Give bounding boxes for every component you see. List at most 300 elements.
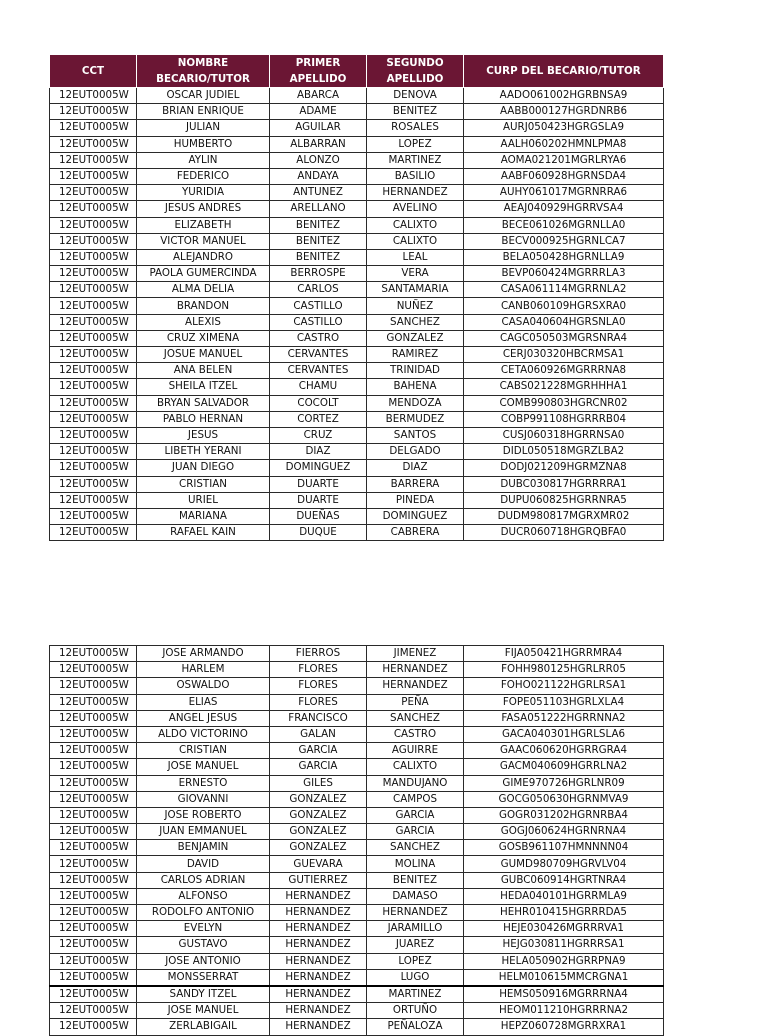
cell-curp: GUBC060914HGRTNRA4 [464, 872, 664, 888]
cell-primer-apellido: GALAN [270, 726, 367, 742]
table-row [50, 363, 664, 379]
cell-nombre: ZERLABIGAIL [137, 1019, 270, 1035]
cell-cct: 12EUT0005W [50, 476, 137, 492]
cell-primer-apellido: CASTILLO [270, 298, 367, 314]
cell-nombre: CRUZ XIMENA [137, 330, 270, 346]
cell-cct: 12EUT0005W [50, 791, 137, 807]
table-row [50, 233, 664, 249]
cell-curp: AALH060202HMNLPMA8 [464, 136, 664, 152]
table-row [50, 953, 664, 969]
table-row [50, 136, 664, 152]
cell-curp: AABF060928HGRNSDA4 [464, 168, 664, 184]
cell-cct: 12EUT0005W [50, 185, 137, 201]
cell-curp: CERJ030320HBCRMSA1 [464, 347, 664, 363]
table-row [50, 856, 664, 872]
table-row [50, 888, 664, 904]
table-row [50, 104, 664, 120]
cell-segundo-apellido: SANCHEZ [367, 314, 464, 330]
cell-primer-apellido: GONZALEZ [270, 807, 367, 823]
cell-nombre: MONSSERRAT [137, 969, 270, 986]
cell-primer-apellido: BENITEZ [270, 249, 367, 265]
cell-nombre: CARLOS ADRIAN [137, 872, 270, 888]
cell-primer-apellido: CERVANTES [270, 363, 367, 379]
cell-primer-apellido: CRUZ [270, 427, 367, 443]
cell-curp: GACM040609HGRRLNA2 [464, 759, 664, 775]
cell-cct: 12EUT0005W [50, 460, 137, 476]
cell-segundo-apellido: LUGO [367, 969, 464, 986]
cell-primer-apellido: ALONZO [270, 152, 367, 168]
cell-curp: AABB000127HGRDNRB6 [464, 104, 664, 120]
cell-curp: GOSB961107HMNNNN04 [464, 840, 664, 856]
cell-cct: 12EUT0005W [50, 427, 137, 443]
cell-cct: 12EUT0005W [50, 314, 137, 330]
table-row [50, 266, 664, 282]
cell-curp: HEJG030811HGRRRSA1 [464, 937, 664, 953]
cell-curp: AURJ050423HGRGSLA9 [464, 120, 664, 136]
cell-nombre: ERNESTO [137, 775, 270, 791]
cell-cct: 12EUT0005W [50, 856, 137, 872]
cell-primer-apellido: HERNANDEZ [270, 921, 367, 937]
cell-curp: AADO061002HGRBNSA9 [464, 88, 664, 104]
cell-segundo-apellido: CASTRO [367, 726, 464, 742]
cell-nombre: JOSE MANUEL [137, 1003, 270, 1019]
cell-segundo-apellido: BENITEZ [367, 872, 464, 888]
cell-nombre: AYLIN [137, 152, 270, 168]
cell-curp: COMB990803HGRCNR02 [464, 395, 664, 411]
cell-cct: 12EUT0005W [50, 726, 137, 742]
cell-nombre: VICTOR MANUEL [137, 233, 270, 249]
cell-nombre: ANGEL JESUS [137, 710, 270, 726]
cell-cct: 12EUT0005W [50, 953, 137, 969]
table-row [50, 249, 664, 265]
cell-nombre: DAVID [137, 856, 270, 872]
table-row [50, 379, 664, 395]
table-row [50, 201, 664, 217]
table-row [50, 217, 664, 233]
cell-segundo-apellido: DAMASO [367, 888, 464, 904]
cell-segundo-apellido: GONZALEZ [367, 330, 464, 346]
cell-segundo-apellido: CALIXTO [367, 217, 464, 233]
cell-primer-apellido: AGUILAR [270, 120, 367, 136]
cell-curp: FOPE051103HGRLXLA4 [464, 694, 664, 710]
table-row [50, 444, 664, 460]
table-row [50, 427, 664, 443]
cell-curp: DUBC030817HGRRRRA1 [464, 476, 664, 492]
header-row [50, 55, 664, 88]
cell-nombre: PAOLA GUMERCINDA [137, 266, 270, 282]
table-row [50, 824, 664, 840]
cell-primer-apellido: HERNANDEZ [270, 937, 367, 953]
cell-nombre: JUAN DIEGO [137, 460, 270, 476]
cell-cct: 12EUT0005W [50, 646, 137, 662]
cell-segundo-apellido: AGUIRRE [367, 743, 464, 759]
cell-curp: GIME970726HGRLNR09 [464, 775, 664, 791]
cell-segundo-apellido: MANDUJANO [367, 775, 464, 791]
cell-segundo-apellido: NUÑEZ [367, 298, 464, 314]
cell-nombre: GUSTAVO [137, 937, 270, 953]
cell-primer-apellido: HERNANDEZ [270, 888, 367, 904]
table-row [50, 460, 664, 476]
cell-primer-apellido: CASTILLO [270, 314, 367, 330]
cell-primer-apellido: GONZALEZ [270, 824, 367, 840]
table-row [50, 986, 664, 1003]
cell-nombre: JUAN EMMANUEL [137, 824, 270, 840]
cell-segundo-apellido: DOMINGUEZ [367, 508, 464, 524]
cell-cct: 12EUT0005W [50, 986, 137, 1003]
cell-curp: CAGC050503MGRSNRA4 [464, 330, 664, 346]
cell-segundo-apellido: MOLINA [367, 856, 464, 872]
cell-primer-apellido: GONZALEZ [270, 791, 367, 807]
cell-cct: 12EUT0005W [50, 88, 137, 104]
table-row [50, 168, 664, 184]
cell-nombre: MARIANA [137, 508, 270, 524]
cell-nombre: FEDERICO [137, 168, 270, 184]
cell-segundo-apellido: CALIXTO [367, 233, 464, 249]
cell-segundo-apellido: JARAMILLO [367, 921, 464, 937]
cell-cct: 12EUT0005W [50, 347, 137, 363]
table-row [50, 969, 664, 986]
cell-cct: 12EUT0005W [50, 508, 137, 524]
cell-nombre: ALDO VICTORINO [137, 726, 270, 742]
cell-cct: 12EUT0005W [50, 807, 137, 823]
cell-nombre: YURIDIA [137, 185, 270, 201]
cell-primer-apellido: DIAZ [270, 444, 367, 460]
cell-primer-apellido: HERNANDEZ [270, 1003, 367, 1019]
cell-primer-apellido: ANTUNEZ [270, 185, 367, 201]
cell-cct: 12EUT0005W [50, 444, 137, 460]
cell-segundo-apellido: TRINIDAD [367, 363, 464, 379]
table-row [50, 662, 664, 678]
cell-segundo-apellido: PEÑA [367, 694, 464, 710]
table-row [50, 88, 664, 104]
cell-primer-apellido: BENITEZ [270, 233, 367, 249]
cell-segundo-apellido: BERMUDEZ [367, 411, 464, 427]
cell-primer-apellido: CARLOS [270, 282, 367, 298]
cell-nombre: EVELYN [137, 921, 270, 937]
cell-curp: BECE061026MGRNLLA0 [464, 217, 664, 233]
cell-nombre: ALEXIS [137, 314, 270, 330]
cell-nombre: BENJAMIN [137, 840, 270, 856]
cell-segundo-apellido: RAMIREZ [367, 347, 464, 363]
cell-cct: 12EUT0005W [50, 888, 137, 904]
cell-primer-apellido: CORTEZ [270, 411, 367, 427]
cell-curp: CANB060109HGRSXRA0 [464, 298, 664, 314]
cell-curp: HEJE030426MGRRRVA1 [464, 921, 664, 937]
cell-segundo-apellido: CAMPOS [367, 791, 464, 807]
cell-segundo-apellido: JUAREZ [367, 937, 464, 953]
cell-curp: FIJA050421HGRRMRA4 [464, 646, 664, 662]
cell-cct: 12EUT0005W [50, 282, 137, 298]
cell-nombre: SANDY ITZEL [137, 986, 270, 1003]
cell-nombre: BRIAN ENRIQUE [137, 104, 270, 120]
cell-cct: 12EUT0005W [50, 759, 137, 775]
cell-cct: 12EUT0005W [50, 330, 137, 346]
cell-nombre: ELIZABETH [137, 217, 270, 233]
cell-curp: DUPU060825HGRRNRA5 [464, 492, 664, 508]
cell-segundo-apellido: HERNANDEZ [367, 662, 464, 678]
table-row [50, 330, 664, 346]
cell-curp: BEVP060424MGRRRLA3 [464, 266, 664, 282]
cell-segundo-apellido: ORTUÑO [367, 1003, 464, 1019]
table-row [50, 1003, 664, 1019]
cell-cct: 12EUT0005W [50, 921, 137, 937]
cell-curp: HEDA040101HGRRMLA9 [464, 888, 664, 904]
cell-nombre: JOSUE MANUEL [137, 347, 270, 363]
cell-curp: HELA050902HGRRPNA9 [464, 953, 664, 969]
cell-curp: AEAJ040929HGRRVSA4 [464, 201, 664, 217]
cell-primer-apellido: CASTRO [270, 330, 367, 346]
cell-curp: GACA040301HGRLSLA6 [464, 726, 664, 742]
cell-primer-apellido: FLORES [270, 678, 367, 694]
cell-segundo-apellido: BARRERA [367, 476, 464, 492]
cell-primer-apellido: GONZALEZ [270, 840, 367, 856]
cell-cct: 12EUT0005W [50, 937, 137, 953]
table-row [50, 775, 664, 791]
cell-cct: 12EUT0005W [50, 678, 137, 694]
cell-cct: 12EUT0005W [50, 905, 137, 921]
cell-cct: 12EUT0005W [50, 201, 137, 217]
cell-cct: 12EUT0005W [50, 298, 137, 314]
cell-segundo-apellido: SANCHEZ [367, 710, 464, 726]
cell-curp: BELA050428HGRNLLA9 [464, 249, 664, 265]
cell-primer-apellido: FRANCISCO [270, 710, 367, 726]
cell-cct: 12EUT0005W [50, 872, 137, 888]
cell-primer-apellido: HERNANDEZ [270, 969, 367, 986]
cell-nombre: JULIAN [137, 120, 270, 136]
header-nombre: NOMBRE BECARIO/TUTOR [137, 55, 270, 88]
cell-cct: 12EUT0005W [50, 710, 137, 726]
cell-segundo-apellido: ROSALES [367, 120, 464, 136]
cell-segundo-apellido: BASILIO [367, 168, 464, 184]
cell-segundo-apellido: VERA [367, 266, 464, 282]
cell-cct: 12EUT0005W [50, 662, 137, 678]
cell-primer-apellido: DUQUE [270, 525, 367, 541]
cell-nombre: HARLEM [137, 662, 270, 678]
table-row [50, 411, 664, 427]
table-row [50, 937, 664, 953]
cell-segundo-apellido: MARTINEZ [367, 152, 464, 168]
cell-primer-apellido: FLORES [270, 694, 367, 710]
cell-curp: CUSJ060318HGRRNSA0 [464, 427, 664, 443]
cell-cct: 12EUT0005W [50, 775, 137, 791]
cell-curp: AOMA021201MGRLRYA6 [464, 152, 664, 168]
cell-segundo-apellido: HERNANDEZ [367, 678, 464, 694]
cell-segundo-apellido: DIAZ [367, 460, 464, 476]
cell-curp: HEMS050916MGRRRNA4 [464, 986, 664, 1003]
table-row [50, 282, 664, 298]
cell-curp: HEPZ060728MGRRXRA1 [464, 1019, 664, 1035]
table-row [50, 807, 664, 823]
cell-segundo-apellido: JIMENEZ [367, 646, 464, 662]
cell-curp: COBP991108HGRRRB04 [464, 411, 664, 427]
table-row [50, 492, 664, 508]
table-row [50, 759, 664, 775]
cell-nombre: ALEJANDRO [137, 249, 270, 265]
cell-segundo-apellido: BENITEZ [367, 104, 464, 120]
becarios-table-1 [49, 54, 664, 541]
cell-primer-apellido: FLORES [270, 662, 367, 678]
cell-curp: CASA040604HGRSNLA0 [464, 314, 664, 330]
cell-nombre: BRANDON [137, 298, 270, 314]
cell-segundo-apellido: HERNANDEZ [367, 185, 464, 201]
cell-nombre: URIEL [137, 492, 270, 508]
cell-curp: HEHR010415HGRRRDA5 [464, 905, 664, 921]
cell-cct: 12EUT0005W [50, 136, 137, 152]
cell-nombre: LIBETH YERANI [137, 444, 270, 460]
cell-primer-apellido: ARELLANO [270, 201, 367, 217]
table-row [50, 525, 664, 541]
header-cct: CCT [50, 55, 137, 88]
cell-nombre: JOSE ROBERTO [137, 807, 270, 823]
cell-cct: 12EUT0005W [50, 363, 137, 379]
cell-primer-apellido: FIERROS [270, 646, 367, 662]
table-row [50, 678, 664, 694]
cell-segundo-apellido: MENDOZA [367, 395, 464, 411]
cell-curp: GOCG050630HGRNMVA9 [464, 791, 664, 807]
table-row [50, 921, 664, 937]
cell-nombre: RAFAEL KAIN [137, 525, 270, 541]
table-row [50, 872, 664, 888]
cell-primer-apellido: GARCIA [270, 743, 367, 759]
cell-primer-apellido: BERROSPE [270, 266, 367, 282]
cell-segundo-apellido: DELGADO [367, 444, 464, 460]
cell-curp: AUHY061017MGRNRRA6 [464, 185, 664, 201]
cell-segundo-apellido: DENOVA [367, 88, 464, 104]
cell-primer-apellido: DUEÑAS [270, 508, 367, 524]
cell-curp: HELM010615MMCRGNA1 [464, 969, 664, 986]
cell-cct: 12EUT0005W [50, 840, 137, 856]
cell-nombre: CRISTIAN [137, 476, 270, 492]
cell-cct: 12EUT0005W [50, 249, 137, 265]
cell-segundo-apellido: HERNANDEZ [367, 905, 464, 921]
cell-cct: 12EUT0005W [50, 1019, 137, 1035]
header-segundo-apellido: SEGUNDO APELLIDO [367, 55, 464, 88]
cell-nombre: RODOLFO ANTONIO [137, 905, 270, 921]
cell-primer-apellido: ANDAYA [270, 168, 367, 184]
table-row [50, 694, 664, 710]
header-curp: CURP DEL BECARIO/TUTOR [464, 55, 664, 88]
cell-segundo-apellido: CABRERA [367, 525, 464, 541]
cell-segundo-apellido: LOPEZ [367, 136, 464, 152]
cell-primer-apellido: GARCIA [270, 759, 367, 775]
cell-segundo-apellido: SANTOS [367, 427, 464, 443]
cell-nombre: HUMBERTO [137, 136, 270, 152]
cell-primer-apellido: HERNANDEZ [270, 905, 367, 921]
cell-primer-apellido: HERNANDEZ [270, 953, 367, 969]
cell-nombre: JOSE ANTONIO [137, 953, 270, 969]
cell-nombre: PABLO HERNAN [137, 411, 270, 427]
cell-curp: GOGJ060624HGRNRNA4 [464, 824, 664, 840]
cell-nombre: CRISTIAN [137, 743, 270, 759]
header-primer-apellido: PRIMER APELLIDO [270, 55, 367, 88]
cell-nombre: JESUS [137, 427, 270, 443]
cell-primer-apellido: COCOLT [270, 395, 367, 411]
cell-segundo-apellido: CALIXTO [367, 759, 464, 775]
cell-nombre: OSWALDO [137, 678, 270, 694]
cell-cct: 12EUT0005W [50, 492, 137, 508]
cell-cct: 12EUT0005W [50, 120, 137, 136]
cell-primer-apellido: CERVANTES [270, 347, 367, 363]
cell-primer-apellido: HERNANDEZ [270, 1019, 367, 1035]
cell-primer-apellido: CHAMU [270, 379, 367, 395]
cell-curp: CASA061114MGRRNLA2 [464, 282, 664, 298]
cell-segundo-apellido: MARTINEZ [367, 986, 464, 1003]
cell-cct: 12EUT0005W [50, 969, 137, 986]
cell-nombre: ALFONSO [137, 888, 270, 904]
cell-cct: 12EUT0005W [50, 266, 137, 282]
cell-segundo-apellido: LEAL [367, 249, 464, 265]
table-row [50, 347, 664, 363]
cell-segundo-apellido: AVELINO [367, 201, 464, 217]
cell-segundo-apellido: GARCIA [367, 807, 464, 823]
cell-curp: DUDM980817MGRXMR02 [464, 508, 664, 524]
cell-cct: 12EUT0005W [50, 233, 137, 249]
cell-curp: CETA060926MGRRRNA8 [464, 363, 664, 379]
cell-cct: 12EUT0005W [50, 525, 137, 541]
cell-segundo-apellido: GARCIA [367, 824, 464, 840]
cell-primer-apellido: DUARTE [270, 476, 367, 492]
cell-cct: 12EUT0005W [50, 411, 137, 427]
cell-curp: DUCR060718HGRQBFA0 [464, 525, 664, 541]
table-row [50, 314, 664, 330]
table-row [50, 298, 664, 314]
cell-segundo-apellido: LOPEZ [367, 953, 464, 969]
cell-cct: 12EUT0005W [50, 694, 137, 710]
cell-cct: 12EUT0005W [50, 1003, 137, 1019]
cell-curp: DIDL050518MGRZLBA2 [464, 444, 664, 460]
cell-primer-apellido: HERNANDEZ [270, 986, 367, 1003]
table-row [50, 508, 664, 524]
table-row [50, 743, 664, 759]
table-row [50, 152, 664, 168]
becarios-table-2 [49, 645, 664, 1036]
cell-primer-apellido: BENITEZ [270, 217, 367, 233]
cell-nombre: BRYAN SALVADOR [137, 395, 270, 411]
cell-curp: DODJ021209HGRMZNA8 [464, 460, 664, 476]
cell-cct: 12EUT0005W [50, 824, 137, 840]
cell-nombre: JOSE MANUEL [137, 759, 270, 775]
cell-primer-apellido: ALBARRAN [270, 136, 367, 152]
table-row [50, 791, 664, 807]
table-row [50, 646, 664, 662]
table-row [50, 476, 664, 492]
cell-nombre: GIOVANNI [137, 791, 270, 807]
cell-cct: 12EUT0005W [50, 217, 137, 233]
cell-curp: BECV000925HGRNLCA7 [464, 233, 664, 249]
table-row [50, 1019, 664, 1035]
cell-cct: 12EUT0005W [50, 152, 137, 168]
cell-cct: 12EUT0005W [50, 743, 137, 759]
cell-primer-apellido: DOMINGUEZ [270, 460, 367, 476]
cell-nombre: JESUS ANDRES [137, 201, 270, 217]
cell-primer-apellido: GUEVARA [270, 856, 367, 872]
cell-nombre: ELIAS [137, 694, 270, 710]
table-row [50, 840, 664, 856]
cell-curp: CABS021228MGRHHHA1 [464, 379, 664, 395]
cell-segundo-apellido: PINEDA [367, 492, 464, 508]
cell-segundo-apellido: SANCHEZ [367, 840, 464, 856]
cell-nombre: JOSE ARMANDO [137, 646, 270, 662]
cell-nombre: ALMA DELIA [137, 282, 270, 298]
table-row [50, 395, 664, 411]
cell-curp: HEOM011210HGRRRNA2 [464, 1003, 664, 1019]
cell-curp: FOHO021122HGRLRSA1 [464, 678, 664, 694]
cell-cct: 12EUT0005W [50, 168, 137, 184]
cell-curp: GOGR031202HGRNRBA4 [464, 807, 664, 823]
cell-primer-apellido: ABARCA [270, 88, 367, 104]
cell-curp: FASA051222HGRRNNA2 [464, 710, 664, 726]
cell-nombre: ANA BELEN [137, 363, 270, 379]
